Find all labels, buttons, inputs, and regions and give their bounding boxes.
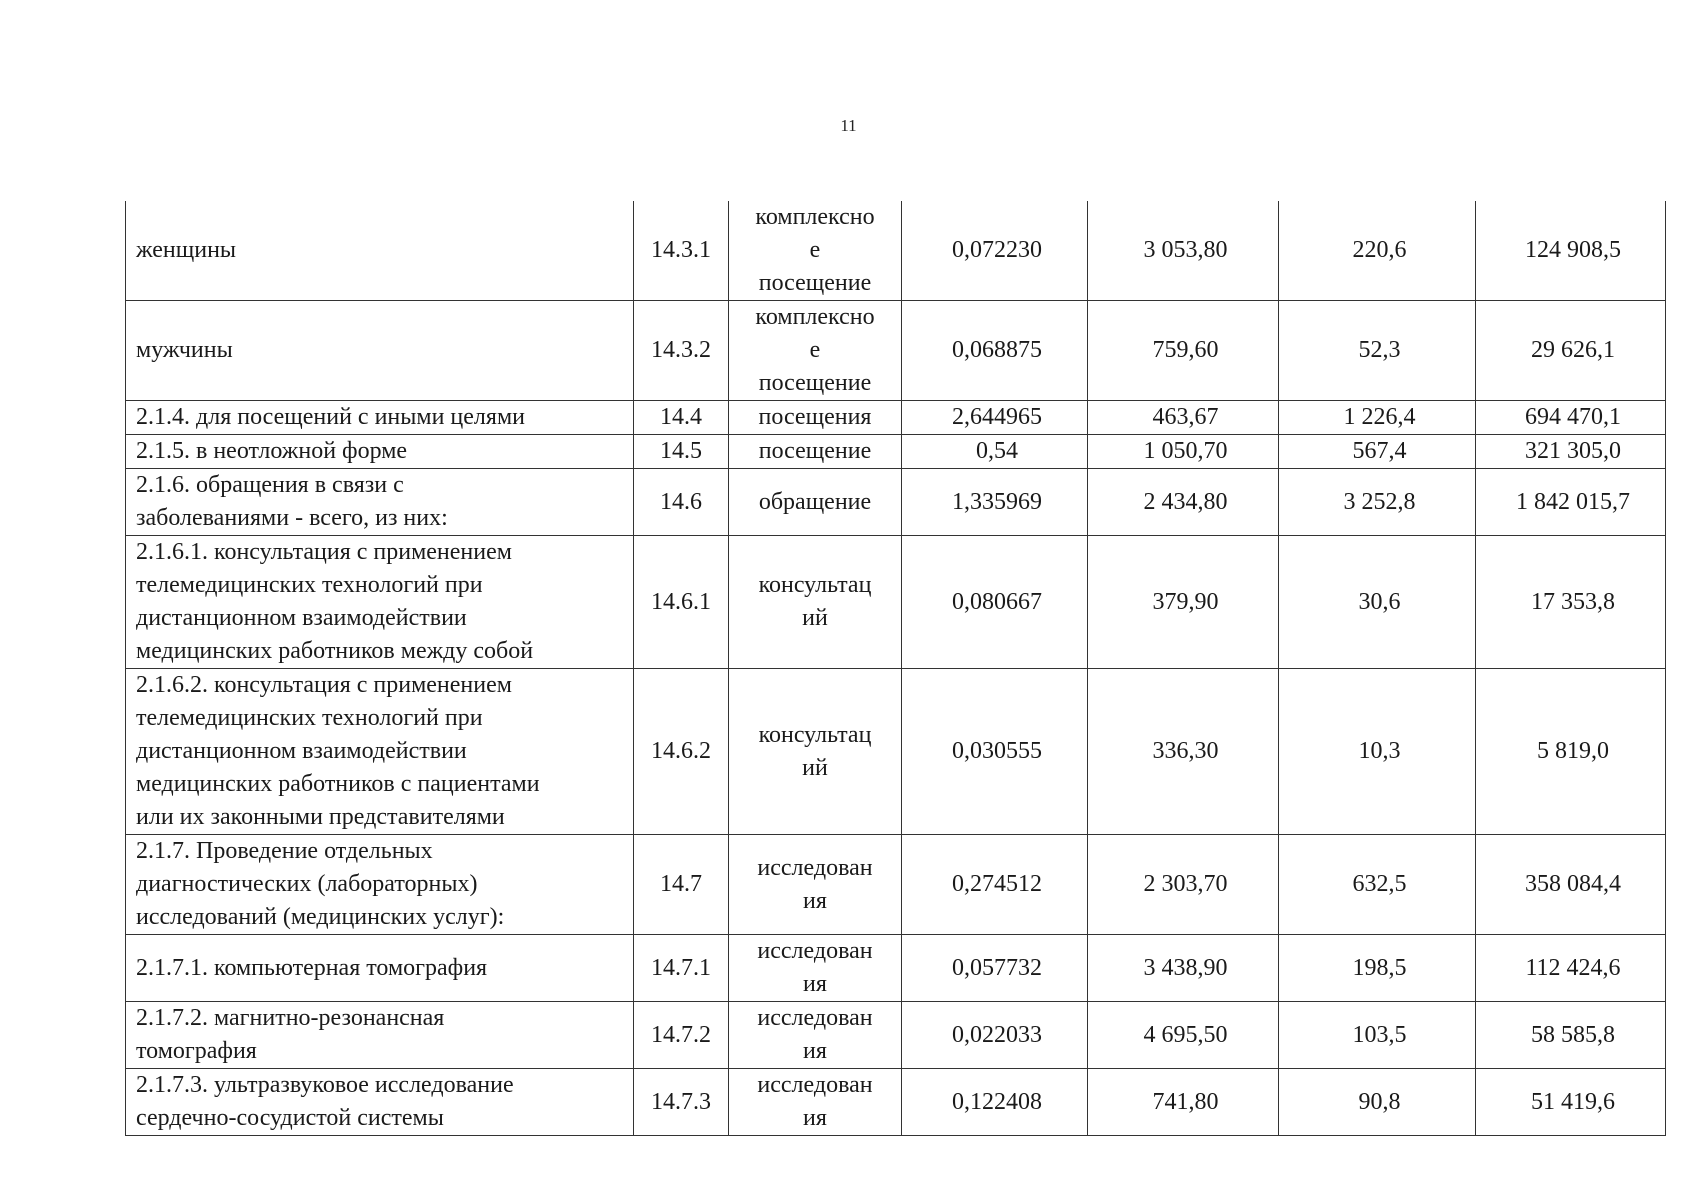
table-row bbox=[126, 536, 1666, 669]
row-norm-cell: 0,030555 bbox=[902, 669, 1088, 835]
row-code-cell: 14.3.2 bbox=[634, 301, 729, 401]
row-norm-cell: 0,122408 bbox=[902, 1069, 1088, 1136]
row-unit-cell: обращение bbox=[729, 469, 902, 536]
row-code-cell: 14.7.1 bbox=[634, 935, 729, 1002]
row-name-cell: 2.1.7.1. компьютерная томография bbox=[126, 935, 634, 1002]
row-name-cell: 2.1.7.2. магнитно-резонансная томография bbox=[126, 1002, 634, 1069]
row-cost-cell: 3 438,90 bbox=[1088, 935, 1279, 1002]
table-row bbox=[126, 1069, 1666, 1136]
row-code-cell: 14.6.2 bbox=[634, 669, 729, 835]
row-norm-cell: 1,335969 bbox=[902, 469, 1088, 536]
row-name-cell: 2.1.5. в неотложной форме bbox=[126, 435, 634, 469]
table-body bbox=[126, 201, 1666, 1136]
row-norm-cell: 0,072230 bbox=[902, 201, 1088, 301]
row-total-cell: 321 305,0 bbox=[1476, 435, 1666, 469]
table-row bbox=[126, 435, 1666, 469]
row-code-cell: 14.6.1 bbox=[634, 536, 729, 669]
row-total-cell: 1 842 015,7 bbox=[1476, 469, 1666, 536]
row-cost-cell: 463,67 bbox=[1088, 401, 1279, 435]
table-row bbox=[126, 401, 1666, 435]
row-unit-cell: исследован ия bbox=[729, 1069, 902, 1136]
page-number: 11 bbox=[840, 116, 857, 135]
row-unit-cell: исследован ия bbox=[729, 1002, 902, 1069]
table-row bbox=[126, 469, 1666, 536]
row-per-capita-cell: 90,8 bbox=[1279, 1069, 1476, 1136]
row-norm-cell: 0,080667 bbox=[902, 536, 1088, 669]
row-total-cell: 124 908,5 bbox=[1476, 201, 1666, 301]
row-cost-cell: 1 050,70 bbox=[1088, 435, 1279, 469]
row-code-cell: 14.7 bbox=[634, 835, 729, 935]
row-code-cell: 14.7.2 bbox=[634, 1002, 729, 1069]
data-table bbox=[125, 201, 1666, 1136]
row-per-capita-cell: 30,6 bbox=[1279, 536, 1476, 669]
row-unit-cell: консультац ий bbox=[729, 536, 902, 669]
row-unit-cell: исследован ия bbox=[729, 935, 902, 1002]
row-name-cell: 2.1.4. для посещений с иными целями bbox=[126, 401, 634, 435]
row-per-capita-cell: 3 252,8 bbox=[1279, 469, 1476, 536]
row-total-cell: 694 470,1 bbox=[1476, 401, 1666, 435]
table-row bbox=[126, 835, 1666, 935]
row-norm-cell: 2,644965 bbox=[902, 401, 1088, 435]
row-unit-cell: посещение bbox=[729, 435, 902, 469]
row-name-cell: 2.1.7. Проведение отдельных диагностических (лабораторных) исследований (медицинских услуг): bbox=[126, 835, 634, 935]
row-per-capita-cell: 567,4 bbox=[1279, 435, 1476, 469]
row-unit-cell: консультац ий bbox=[729, 669, 902, 835]
row-norm-cell: 0,068875 bbox=[902, 301, 1088, 401]
row-per-capita-cell: 632,5 bbox=[1279, 835, 1476, 935]
row-name-cell: 2.1.6.1. консультация с применением телемедицинских технологий при дистанционном взаимодействии медицинских работников между собой bbox=[126, 536, 634, 669]
row-per-capita-cell: 198,5 bbox=[1279, 935, 1476, 1002]
table-row bbox=[126, 201, 1666, 301]
row-total-cell: 29 626,1 bbox=[1476, 301, 1666, 401]
row-norm-cell: 0,022033 bbox=[902, 1002, 1088, 1069]
row-name-cell: мужчины bbox=[126, 301, 634, 401]
row-total-cell: 358 084,4 bbox=[1476, 835, 1666, 935]
row-total-cell: 112 424,6 bbox=[1476, 935, 1666, 1002]
row-cost-cell: 3 053,80 bbox=[1088, 201, 1279, 301]
table-row bbox=[126, 669, 1666, 835]
table-row bbox=[126, 301, 1666, 401]
row-total-cell: 5 819,0 bbox=[1476, 669, 1666, 835]
row-total-cell: 51 419,6 bbox=[1476, 1069, 1666, 1136]
row-code-cell: 14.3.1 bbox=[634, 201, 729, 301]
row-code-cell: 14.4 bbox=[634, 401, 729, 435]
table-row bbox=[126, 935, 1666, 1002]
row-unit-cell: исследован ия bbox=[729, 835, 902, 935]
table-row bbox=[126, 1002, 1666, 1069]
row-unit-cell: комплексно е посещение bbox=[729, 201, 902, 301]
row-total-cell: 58 585,8 bbox=[1476, 1002, 1666, 1069]
row-norm-cell: 0,54 bbox=[902, 435, 1088, 469]
row-per-capita-cell: 1 226,4 bbox=[1279, 401, 1476, 435]
row-per-capita-cell: 52,3 bbox=[1279, 301, 1476, 401]
row-cost-cell: 2 303,70 bbox=[1088, 835, 1279, 935]
row-per-capita-cell: 10,3 bbox=[1279, 669, 1476, 835]
row-name-cell: 2.1.7.3. ультразвуковое исследование сердечно-сосудистой системы bbox=[126, 1069, 634, 1136]
row-unit-cell: комплексно е посещение bbox=[729, 301, 902, 401]
row-code-cell: 14.7.3 bbox=[634, 1069, 729, 1136]
row-per-capita-cell: 103,5 bbox=[1279, 1002, 1476, 1069]
row-code-cell: 14.5 bbox=[634, 435, 729, 469]
row-per-capita-cell: 220,6 bbox=[1279, 201, 1476, 301]
row-norm-cell: 0,057732 bbox=[902, 935, 1088, 1002]
row-cost-cell: 759,60 bbox=[1088, 301, 1279, 401]
row-cost-cell: 2 434,80 bbox=[1088, 469, 1279, 536]
row-code-cell: 14.6 bbox=[634, 469, 729, 536]
row-name-cell: женщины bbox=[126, 201, 634, 301]
row-name-cell: 2.1.6. обращения в связи с заболеваниями - всего, из них: bbox=[126, 469, 634, 536]
row-cost-cell: 336,30 bbox=[1088, 669, 1279, 835]
row-name-cell: 2.1.6.2. консультация с применением телемедицинских технологий при дистанционном взаимодействии медицинских работников с пациентами или их законными представителями bbox=[126, 669, 634, 835]
row-cost-cell: 4 695,50 bbox=[1088, 1002, 1279, 1069]
row-norm-cell: 0,274512 bbox=[902, 835, 1088, 935]
row-total-cell: 17 353,8 bbox=[1476, 536, 1666, 669]
row-cost-cell: 379,90 bbox=[1088, 536, 1279, 669]
row-cost-cell: 741,80 bbox=[1088, 1069, 1279, 1136]
row-unit-cell: посещения bbox=[729, 401, 902, 435]
